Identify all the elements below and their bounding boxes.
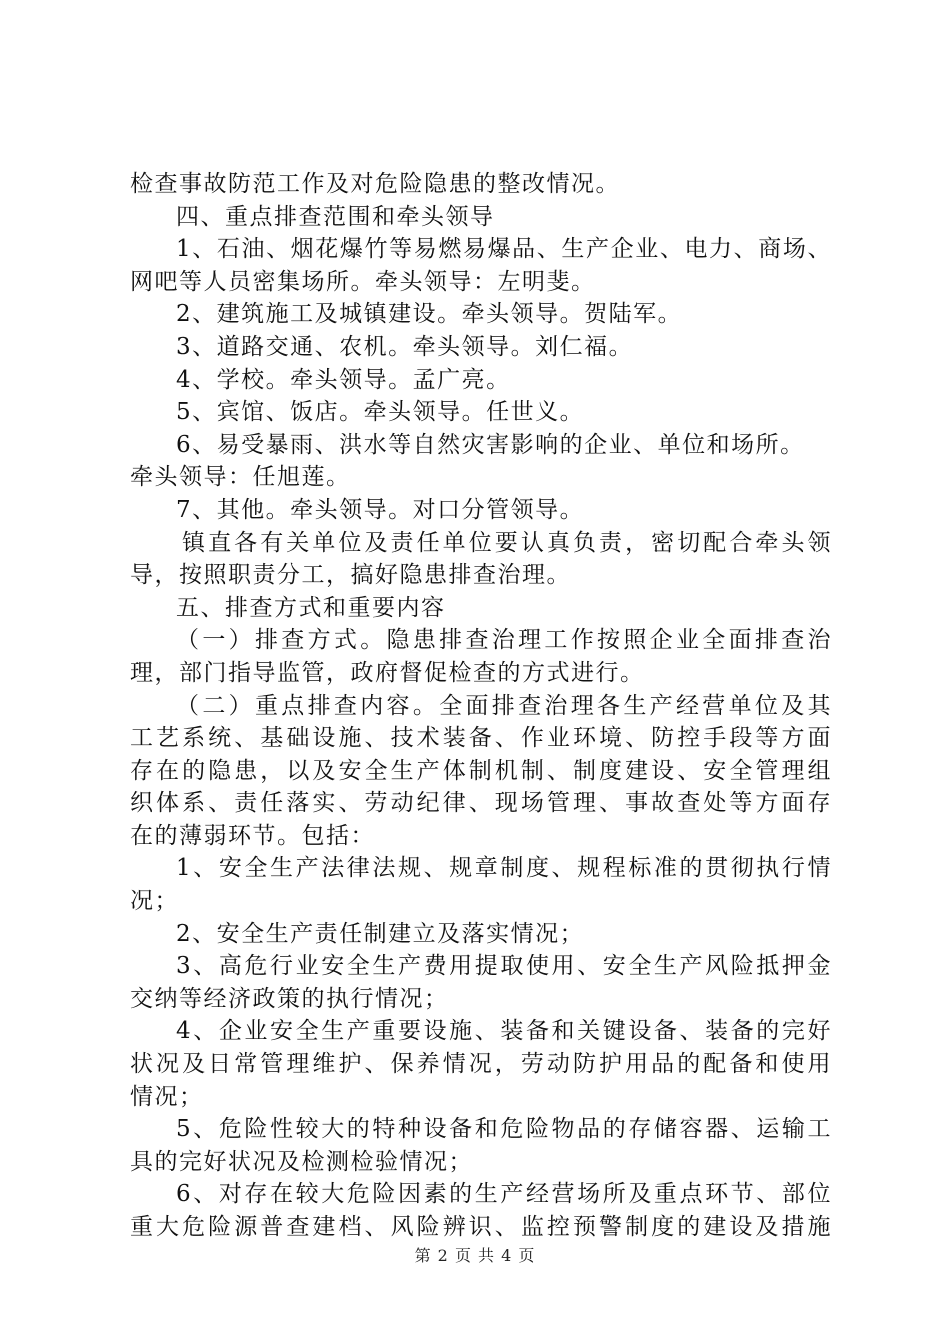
text-line: 4、学校。牵头领导。孟广亮。 [176, 366, 511, 393]
text-line: 存在的隐患，以及安全生产体制机制、制度建设、安全管理组 [130, 757, 832, 784]
text-line: 镇直各有关单位及责任单位要认真负责，密切配合牵头领 [182, 529, 832, 556]
text-line: 理，部门指导监管，政府督促检查的方式进行。 [130, 659, 645, 686]
text-line: 2、安全生产责任制建立及落实情况； [176, 920, 585, 947]
text-line: 况； [130, 888, 179, 915]
document-body [130, 168, 832, 1244]
text-line: 5、宾馆、饭店。牵头领导。任世义。 [176, 399, 585, 426]
text-line: 3、道路交通、农机。牵头领导。刘仁福。 [176, 333, 634, 360]
text-line: 织体系、责任落实、劳动纪律、现场管理、事故查处等方面存 [130, 790, 832, 817]
section-heading: 五、排查方式和重要内容 [176, 594, 446, 621]
text-line: 4、企业安全生产重要设施、装备和关键设备、装备的完好 [176, 1018, 832, 1045]
text-line: 在的薄弱环节。包括： [130, 822, 375, 849]
text-line: （二）重点排查内容。全面排查治理各生产经营单位及其 [176, 692, 832, 719]
text-line: 1、安全生产法律法规、规章制度、规程标准的贯彻执行情 [176, 855, 832, 882]
section-heading: 四、重点排查范围和牵头领导 [176, 203, 495, 230]
text-line: 状况及日常管理维护、保养情况，劳动防护用品的配备和使用 [130, 1051, 832, 1078]
text-line: 3、高危行业安全生产费用提取使用、安全生产风险抵押金 [176, 953, 832, 980]
text-line: 2、建筑施工及城镇建设。牵头领导。贺陆军。 [176, 301, 683, 328]
text-line: 情况； [130, 1083, 204, 1110]
text-line: 具的完好状况及检测检验情况； [130, 1148, 473, 1175]
page-number: 第 2 页 共 4 页 [414, 1246, 536, 1265]
text-line: 6、易受暴雨、洪水等自然灾害影响的企业、单位和场所。 [176, 431, 805, 458]
text-line: （一）排查方式。隐患排查治理工作按照企业全面排查治 [176, 627, 832, 654]
text-line: 6、对存在较大危险因素的生产经营场所及重点环节、部位 [176, 1181, 832, 1208]
text-line: 检查事故防范工作及对危险隐患的整改情况。 [130, 171, 620, 197]
text-line: 1、石油、烟花爆竹等易燃易爆品、生产企业、电力、商场、 [176, 236, 832, 263]
text-line: 牵头领导：任旭莲。 [130, 464, 351, 491]
text-line: 网吧等人员密集场所。牵头领导：左明斐。 [130, 268, 596, 295]
text-line: 工艺系统、基础设施、技术装备、作业环境、防控手段等方面 [130, 725, 832, 752]
text-line: 交纳等经济政策的执行情况； [130, 985, 449, 1012]
text-line: 5、危险性较大的特种设备和危险物品的存储容器、运输工 [176, 1116, 832, 1143]
text-line: 导，按照职责分工，搞好隐患排查治理。 [130, 562, 571, 589]
text-line: 7、其他。牵头领导。对口分管领导。 [176, 496, 585, 523]
text-line: 重大危险源普查建档、风险辨识、监控预警制度的建设及措施 [130, 1214, 832, 1240]
